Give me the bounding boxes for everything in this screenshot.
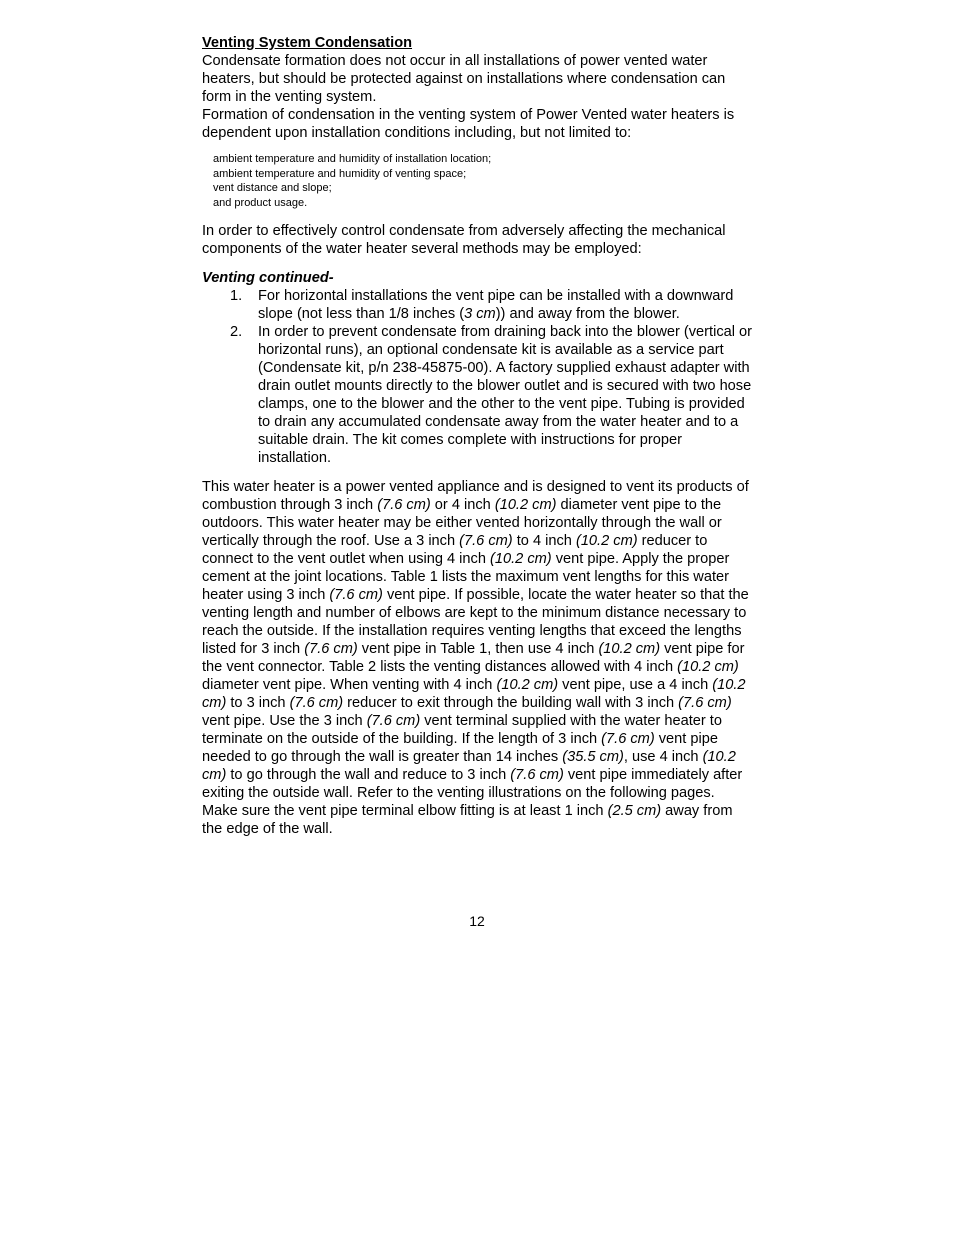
metric-measurement: (7.6 cm) <box>459 533 513 549</box>
text-run: vent terminal supplied with the water heater to terminate on the outside of the building. If the length of 3 inch <box>202 713 722 747</box>
metric-measurement: (7.6 cm) <box>678 695 732 711</box>
metric-measurement: (10.2 cm) <box>202 749 736 783</box>
text-run: vent pipe immediately after exiting the outside wall. Refer to the venting illustrations on the following pages. Make sure the vent pipe terminal elbow fitting is at least 1 inch <box>202 767 743 819</box>
metric-measurement: (7.6 cm) <box>377 497 431 513</box>
section-heading: Venting System Condensation <box>202 35 413 51</box>
text-run: vent pipe needed to go through the wall is greater than 14 inches <box>202 731 718 765</box>
text-run: to go through the wall and reduce to 3 inch <box>226 767 511 783</box>
metric-measurement: (7.6 cm) <box>601 731 655 747</box>
text-run: to 4 inch <box>512 533 576 549</box>
metric-measurement: (2.5 cm) <box>607 803 662 819</box>
text-run: vent pipe, use a 4 inch <box>558 677 713 693</box>
condition-item: vent distance and slope; <box>213 182 332 194</box>
text-run: reducer to connect to the vent outlet when using 4 inch <box>202 533 708 567</box>
metric-measurement: (7.6 cm) <box>289 695 344 711</box>
metric-measurement: (7.6 cm) <box>329 587 383 603</box>
text-run: vent pipe for the vent connector. Table 2 lists the venting distances allowed with 4 inch <box>202 641 745 675</box>
text-run: vent pipe. Apply the proper cement at the joint locations. Table 1 lists the maximum vent lengths for this water heater using 3 inch <box>202 551 730 603</box>
conditions-list <box>213 152 754 210</box>
venting-continued-heading: Venting continued- <box>202 270 334 286</box>
metric-measurement: (10.2 cm) <box>494 497 557 513</box>
metric-measurement: (35.5 cm) <box>562 749 624 765</box>
metric-measurement: (10.2 cm) <box>496 677 559 693</box>
vent-paragraph <box>202 478 754 838</box>
intro-paragraph-2: Formation of condensation in the venting system of Power Vented water heaters is dependent upon installation conditions including, but not limited to: <box>202 107 735 141</box>
list-item <box>202 287 754 323</box>
metric-measurement: (10.2 cm) <box>575 533 638 549</box>
metric-measurement: (10.2 cm) <box>202 677 746 711</box>
text-run: vent pipe. If possible, locate the water heater so that the venting length and number of elbows are kept to the minimum distance necessary to reach the outside. If the installation requires venting lengths that exceed the lengths listed for 3 inch <box>202 587 749 657</box>
metric-measurement: (7.6 cm) <box>304 641 358 657</box>
step-text: For horizontal installations the vent pipe can be installed with a downward slope (not less than 1/8 inches ( <box>258 288 734 322</box>
text-run: diameter vent pipe to the outdoors. This water heater may be either vented horizontally through the wall or vertically through the roof. Use a 3 inch <box>202 497 722 549</box>
condition-item: and product usage. <box>213 196 308 209</box>
text-run: or 4 inch <box>430 497 495 513</box>
document-page <box>202 34 754 838</box>
intro-paragraph-1: Condensate formation does not occur in all installations of power vented water heaters, but should be protected against on installations where condensation can form in the venting system. <box>202 53 726 105</box>
step-number: 2. <box>230 324 243 340</box>
metric-measurement: (10.2 cm) <box>677 659 739 675</box>
metric-measurement: (7.6 cm) <box>510 767 564 783</box>
condition-item: ambient temperature and humidity of venting space; <box>213 167 467 180</box>
condition-item: ambient temperature and humidity of installation location; <box>213 153 492 165</box>
text-run: vent pipe in Table 1, then use 4 inch <box>357 641 599 657</box>
page-number: 12 <box>469 913 485 929</box>
methods-paragraph: In order to effectively control condensate from adversely affecting the mechanical components of the water heater several methods may be employed: <box>202 223 726 257</box>
metric-measurement: (7.6 cm) <box>366 713 421 729</box>
venting-steps-list <box>202 287 754 467</box>
text-run: away from the edge of the wall. <box>202 803 733 837</box>
step-text-metric: 3 cm <box>464 306 496 322</box>
list-item <box>202 323 754 467</box>
text-run: reducer to exit through the building wall with 3 inch <box>343 695 679 711</box>
metric-measurement: (10.2 cm) <box>490 551 552 567</box>
step-text: )) and away from the blower. <box>495 306 680 322</box>
metric-measurement: (10.2 cm) <box>598 641 661 657</box>
step-text: In order to prevent condensate from draining back into the blower (vertical or horizontal runs), an optional condensate kit is available as a service part (Condensate kit, p/n 238-45875-00). A factory supplied exhaust adapter with drain outlet mounts directly to the blower outlet and is secured with two hose clamps, one to the blower and the other to the vent pipe. Tubing is provided to drain any accumulated condensate away from the water heater and to a suitable drain. The kit comes complete with instructions for proper installation. <box>258 324 753 466</box>
text-run: vent pipe. Use the 3 inch <box>202 713 367 729</box>
text-run: , use 4 inch <box>623 749 703 765</box>
text-run: diameter vent pipe. When venting with 4 inch <box>202 677 497 693</box>
text-run: This water heater is a power vented appliance and is designed to vent its products of combustion through 3 inch <box>202 479 749 513</box>
step-number: 1. <box>230 288 243 304</box>
text-run: to 3 inch <box>226 695 290 711</box>
